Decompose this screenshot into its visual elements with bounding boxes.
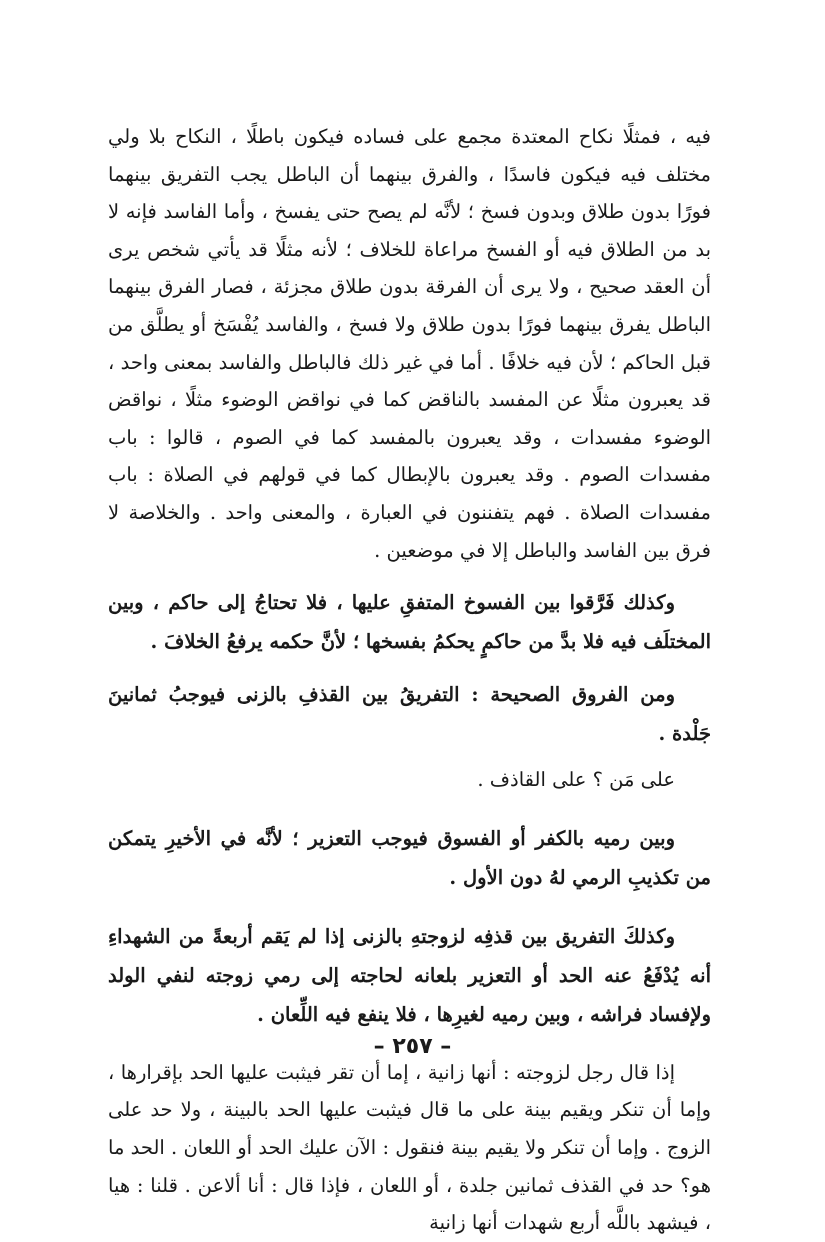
matn-paragraph-tazir: وبين رميه بالكفر أو الفسوق فيوجب التعزير ؛ لأنَّه في الأخيرِ يتمكن من تكذيبِ الرمي لهُ دون الأول .	[108, 826, 711, 889]
matn-paragraph-annulments: وكذلك فَرَّقوا بين الفسوخ المتفقِ عليها ، فلا تحتاجُ إلى حاكم ، وبين المختلَف فيه فلا بدَّ من حاكمٍ يحكمُ بفسخها ؛ لأنَّ حكمه يرفعُ الخلافَ .	[108, 591, 711, 654]
page-number: – ٢٥٧ –	[373, 1034, 452, 1059]
commentary-paragraph-void-vs-invalid: فيه ، فمثلًا نكاح المعتدة مجمع على فساده فيكون باطلًا ، النكاح بلا ولي مختلف فيه فيكون فاسدًا ، والفرق بينهما أن الباطل يجب التفريق بينهما فورًا بدون طلاق وبدون فسخ ؛ لأنَّه لم يصح حتى يفسخ ، وأما الفاسد فإنه لا بد من الطلاق فيه أو الفسخ مراعاة للخلاف ؛ لأنه مثلًا قد يأتي شخص يرى أن العقد صحيح ، ولا يرى أن الفرقة بدون طلاق مجزئة ، فصار الفرق بينهما الباطل يفرق بينهما فورًا بدون طلاق ولا فسخ ، والفاسد يُفْسَخ أو يطلَّق من قبل الحاكم ؛ لأن فيه خلافًا . أما في غير ذلك فالباطل والفاسد بمعنى واحد ، قد يعبرون مثلًا عن المفسد بالناقض كما في نواقض الوضوء مثلًا ، نواقض الوضوء مفسدات ، وقد يعبرون بالمفسد كما في الصوم ، قالوا : باب مفسدات الصوم . وقد يعبرون بالإبطال كما في قولهم في الصلاة : باب مفسدات الصلاة . فهم يتفننون في العبارة ، والمعنى واحد . والخلاصة لا فرق بين الفاسد والباطل إلا في موضعين .	[108, 125, 711, 562]
page-body	[108, 118, 711, 1242]
matn-paragraph-lian: وكذلكَ التفريق بين قذفِه لزوجتهِ بالزنى إذا لم يَقم أربعةً من الشهداءِ أنه يُدْفَعُ عنه الحد أو التعزير بلعانه لحاجته إلى رمي زوجته لنفي الولد ولإفساد فراشه ، وبين رميه لغيرِها ، فلا ينفع فيه اللِّعان .	[108, 924, 711, 1026]
matn-paragraph-qadhf: ومن الفروق الصحيحة : التفريقُ بين القذفِ بالزنى فيوجبُ ثمانينَ جَلْدة .	[108, 683, 711, 746]
commentary-question-line: على مَن ؟ على القاذف .	[477, 768, 675, 792]
commentary-paragraph-husband-accusation: إذا قال رجل لزوجته : أنها زانية ، إما أن تقر فيثبت عليها الحد بإقرارها ، وإما أن تنكر ويقيم بينة على ما قال فيثبت عليها الحد بالبينة ، ولا حد على الزوج . وإما أن تنكر ولا يقيم بينة فنقول : الآن عليك الحد أو اللعان . الحد ما هو؟ حد في القذف ثمانين جلدة ، أو اللعان ، فإذا قال : أنا ألاعن . قلنا : هيا ، فيشهد باللَّه أربع شهدات أنها زانية	[108, 1060, 711, 1235]
